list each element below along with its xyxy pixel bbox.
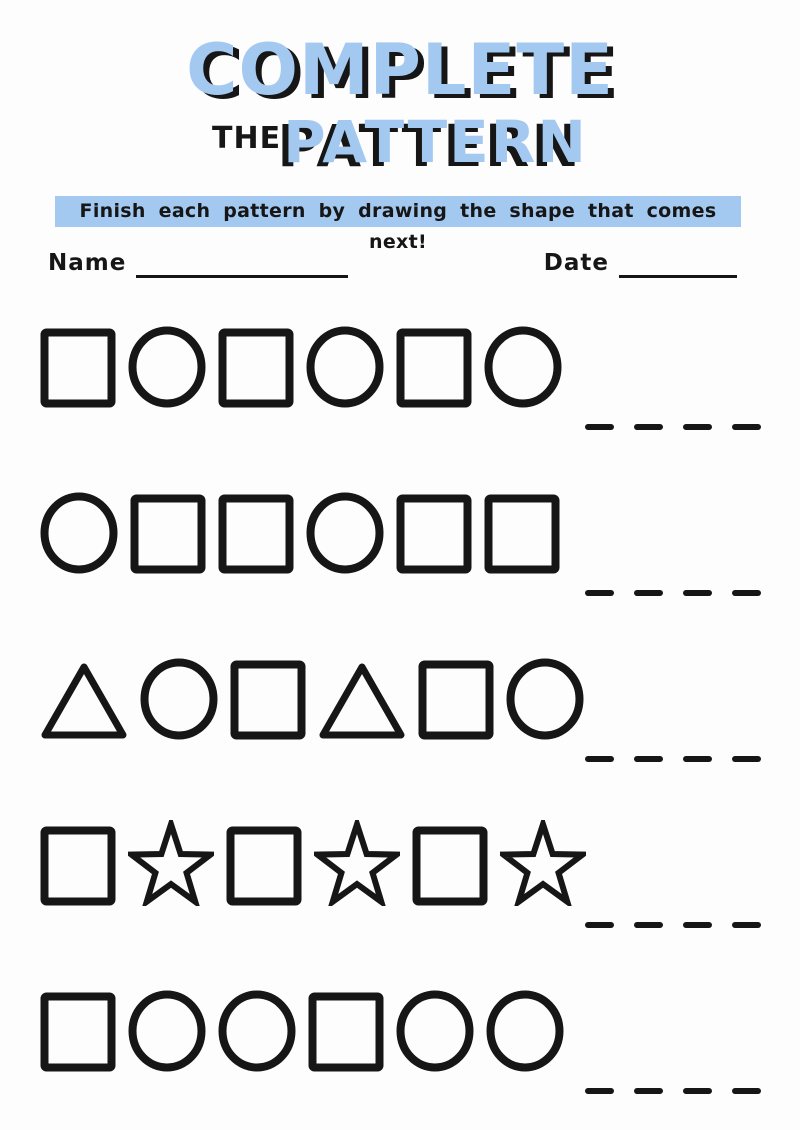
answer-dash bbox=[732, 756, 761, 762]
circle-shape bbox=[128, 326, 206, 408]
square-shape bbox=[230, 660, 306, 740]
pattern-shapes-row-2 bbox=[40, 486, 560, 574]
square-shape bbox=[484, 494, 560, 574]
answer-dash bbox=[732, 424, 761, 430]
date-input-line[interactable] bbox=[619, 248, 737, 278]
star-shape bbox=[128, 820, 214, 906]
pattern-shapes-row-1 bbox=[40, 320, 562, 408]
circle-shape bbox=[306, 326, 384, 408]
pattern-shapes-row-3 bbox=[40, 652, 584, 740]
pattern-row-3 bbox=[0, 652, 800, 818]
pattern-row-5 bbox=[0, 984, 800, 1130]
square-shape bbox=[130, 494, 206, 574]
name-date-row bbox=[48, 248, 737, 278]
circle-shape bbox=[486, 990, 564, 1072]
circle-shape bbox=[140, 658, 218, 740]
circle-shape bbox=[484, 326, 562, 408]
square-shape bbox=[418, 660, 494, 740]
answer-blank-row-3[interactable] bbox=[585, 756, 761, 762]
answer-dash bbox=[634, 756, 663, 762]
pattern-row-4 bbox=[0, 818, 800, 984]
answer-blank-row-4[interactable] bbox=[585, 922, 761, 928]
pattern-shapes-row-5 bbox=[40, 984, 564, 1072]
star-shape bbox=[500, 820, 586, 906]
name-label: Name bbox=[48, 250, 127, 276]
answer-dash bbox=[585, 424, 614, 430]
square-shape bbox=[412, 826, 488, 906]
pattern-shapes-row-4 bbox=[40, 818, 586, 906]
answer-blank-row-2[interactable] bbox=[585, 590, 761, 596]
answer-blank-row-5[interactable] bbox=[585, 1088, 761, 1094]
page-title-pattern: PATTERN bbox=[283, 108, 588, 176]
pattern-row-2 bbox=[0, 486, 800, 652]
square-shape bbox=[40, 328, 116, 408]
page-title-line2 bbox=[0, 108, 800, 176]
square-shape bbox=[40, 826, 116, 906]
circle-shape bbox=[128, 990, 206, 1072]
square-shape bbox=[226, 826, 302, 906]
triangle-shape bbox=[318, 660, 406, 740]
answer-dash bbox=[732, 1088, 761, 1094]
name-input-line[interactable] bbox=[136, 248, 348, 278]
date-label: Date bbox=[543, 250, 609, 276]
square-shape bbox=[218, 494, 294, 574]
pattern-row-1 bbox=[0, 320, 800, 486]
pattern-rows bbox=[0, 320, 800, 1130]
answer-dash bbox=[732, 590, 761, 596]
answer-dash bbox=[732, 922, 761, 928]
answer-dash bbox=[683, 922, 712, 928]
instruction-banner: Finish each pattern by drawing the shape that comes next! bbox=[55, 196, 741, 227]
circle-shape bbox=[40, 492, 118, 574]
answer-dash bbox=[683, 590, 712, 596]
answer-dash bbox=[683, 756, 712, 762]
circle-shape bbox=[396, 990, 474, 1072]
square-shape bbox=[396, 328, 472, 408]
answer-dash bbox=[585, 922, 614, 928]
star-shape bbox=[314, 820, 400, 906]
answer-blank-row-1[interactable] bbox=[585, 424, 761, 430]
circle-shape bbox=[218, 990, 296, 1072]
answer-dash bbox=[634, 424, 663, 430]
square-shape bbox=[40, 992, 116, 1072]
circle-shape bbox=[306, 492, 384, 574]
answer-dash bbox=[634, 922, 663, 928]
answer-dash bbox=[634, 1088, 663, 1094]
answer-dash bbox=[683, 1088, 712, 1094]
answer-dash bbox=[585, 756, 614, 762]
answer-dash bbox=[585, 590, 614, 596]
square-shape bbox=[308, 992, 384, 1072]
name-field bbox=[48, 248, 348, 278]
square-shape bbox=[396, 494, 472, 574]
circle-shape bbox=[506, 658, 584, 740]
page-title-the: THE bbox=[212, 121, 282, 156]
square-shape bbox=[218, 328, 294, 408]
answer-dash bbox=[634, 590, 663, 596]
date-field bbox=[544, 248, 737, 278]
page-title-complete: COMPLETE bbox=[186, 29, 614, 111]
answer-dash bbox=[683, 424, 712, 430]
answer-dash bbox=[585, 1088, 614, 1094]
triangle-shape bbox=[40, 660, 128, 740]
